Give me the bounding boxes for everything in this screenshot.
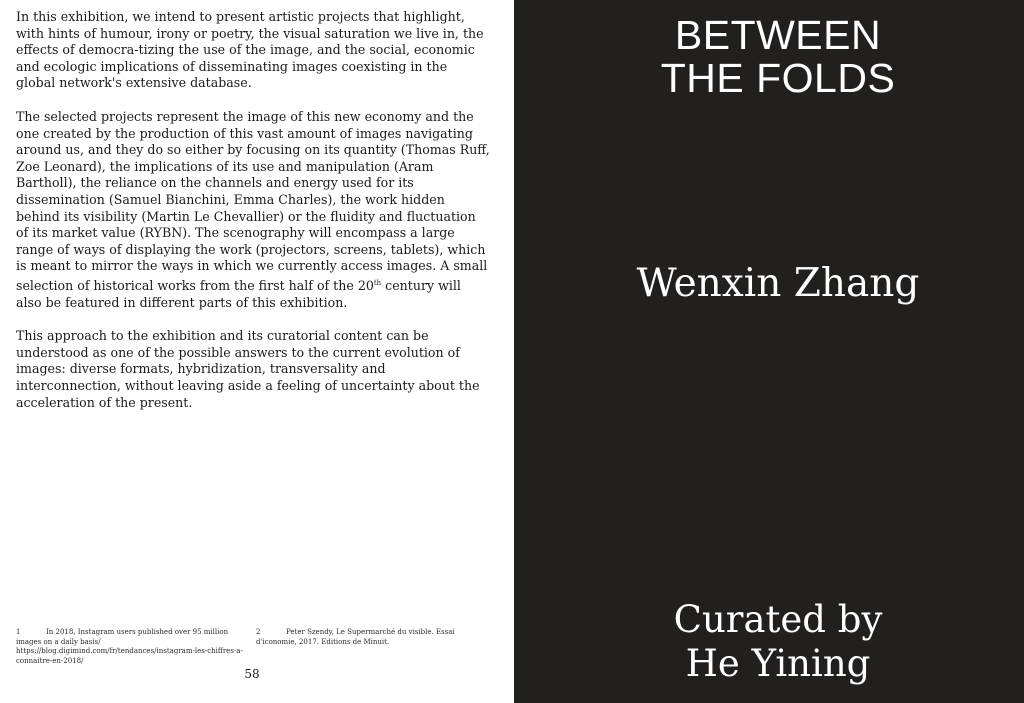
footnote-number: 1 <box>16 628 21 636</box>
right-page <box>514 0 1024 703</box>
footnote-text: Peter Szendy, Le Supermarché du visible. Essai d'iconomie, 2017. Editions de Minuit. <box>256 628 455 646</box>
title-line-1: BETWEEN <box>674 12 882 58</box>
paragraph-projects-text: The selected projects represent the image of this new economy and the one created by the production of this vast amount of images navigating around us, and they do so either by focusing on its quantity (Thomas Ruff, Zoe Leonard), the implications of its use and manipulation (Aram Bartholl), the reliance on the channels and energy used for its dissemination (Samuel Bianchini, Emma Charles), the work hidden behind its visibility (Martin Le Chevallier) or the fluidity and fluctuation of its market value (RYBN). The scenography will encompass a large range of ways of displaying the work (projectors, screens, tablets), which is meant to mirror the ways in which we currently access images. A small selection of historical works from the first half of the 20 <box>16 108 490 294</box>
curated-line-2: He Yining <box>685 642 871 685</box>
page-number: 58 <box>244 667 260 681</box>
curated-line-1: Curated by <box>673 598 883 641</box>
footnote-text: In 2018, Instagram users published over 95 million images on a daily basis/ https://blog.digimind.com/fr/tendances/instagram-les-chiffres-a-connaitre-en-2018/ <box>16 628 243 665</box>
paragraph-projects <box>16 109 490 311</box>
title-line-2: THE FOLDS <box>660 55 896 101</box>
footnote-2 <box>256 628 496 647</box>
paragraph-intro: In this exhibition, we intend to present artistic projects that highlight, with hints of humour, irony or poetry, the visual saturation we live in, the effects of democra-tizing the use of the image, and the social, economic and ecologic implications of disseminating images coexisting in the global network's extensive database. <box>16 9 484 91</box>
footnote-1 <box>16 628 248 666</box>
body-text <box>16 9 490 428</box>
paragraph-projects-tail: century will also be featured in different parts of this exhibition. <box>16 278 461 310</box>
paragraph-approach: This approach to the exhibition and its curatorial content can be understood as one of the possible answers to the current evolution of images: diverse formats, hybridization, transversality and interconnection, without leaving aside a feeling of uncertainty about the acceleration of the present. <box>16 328 480 410</box>
exhibition-title <box>514 14 1024 100</box>
superscript-th: th <box>373 278 382 287</box>
artist-name: Wenxin Zhang <box>636 261 920 306</box>
footnote-number: 2 <box>256 628 261 636</box>
curator-credit <box>514 598 1024 686</box>
